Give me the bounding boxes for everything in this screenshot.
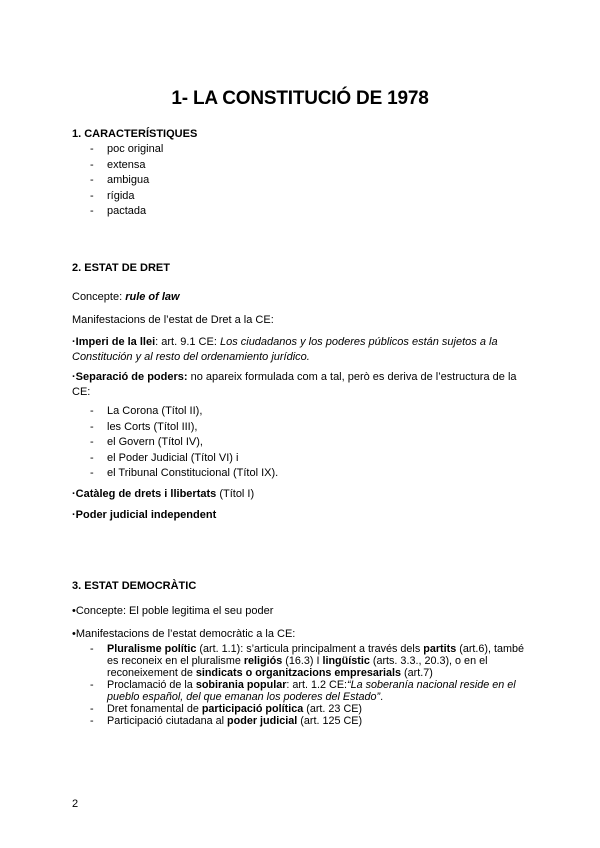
text-fragment: (art. 125 CE): [297, 715, 363, 727]
imperi-quote-2: Constitución y al resto del ordenamiento jurídico.: [72, 351, 310, 363]
text-fragment: : art. 1.2 CE:: [286, 679, 348, 691]
list-item: - rígida: [90, 189, 163, 205]
poder-judicial-line: ·Poder judicial independent: [72, 509, 217, 521]
cataleg-line: [72, 487, 254, 502]
page-title: 1- LA CONSTITUCIÓ DE 1978: [171, 88, 429, 109]
text-fragment: .: [380, 691, 384, 703]
imperi-label: ·Imperi de la llei: [72, 336, 156, 348]
imperi-ref: : art. 9.1 CE:: [155, 336, 220, 348]
list-item: - La Corona (Títol II),: [90, 404, 278, 420]
separacio-label: ·Separació de poders:: [72, 371, 188, 383]
manifestations-intro: Manifestacions de l’estat de Dret a la CE:: [72, 314, 274, 326]
list-item: - el Poder Judicial (Títol VI) i: [90, 451, 278, 467]
text-fragment: Dret fonamental de: [107, 703, 202, 715]
list-item: - extensa: [90, 158, 163, 174]
section-heading-estat-de-dret: 2. ESTAT DE DRET: [72, 262, 170, 274]
quote-fragment: “La soberanía nacional reside en el pueblo español, del que emanan los poderes del Estado”: [107, 679, 516, 703]
text-fragment: Participació ciutadana al: [107, 715, 228, 727]
text-fragment: (art. 1.1): s’articula principalment a través dels: [196, 643, 424, 655]
concept-line: [72, 290, 180, 305]
list-item: - el Govern (Títol IV),: [90, 435, 278, 451]
characteristics-list: [90, 142, 163, 220]
separacio-text-1: no apareix formulada com a tal, però es deriva de l’estructura de la: [187, 371, 517, 383]
bold-fragment: religiós: [243, 655, 283, 667]
list-item: - les Corts (Títol III),: [90, 420, 278, 436]
bold-fragment: sindicats o organitzacions empresarials: [195, 667, 402, 679]
imperi-quote-1: Los ciudadanos y los poderes públicos están sujetos a la: [219, 336, 498, 348]
concept-value: rule of law: [125, 291, 180, 303]
democratic-manifestations-intro: •Manifestacions de l’estat democràtic a la CE:: [72, 628, 296, 640]
text-fragment: (art.7): [401, 667, 433, 679]
section-heading-caracteristiques: 1. CARACTERÍSTIQUES: [72, 128, 198, 140]
list-item: - el Tribunal Constitucional (Títol IX).: [90, 466, 278, 482]
bold-fragment: sobirania popular: [195, 679, 287, 691]
cataleg-label: ·Catàleg de drets i llibertats: [72, 488, 217, 500]
list-item: [90, 703, 530, 715]
list-item: [90, 679, 530, 703]
democratic-list: [90, 643, 530, 727]
bold-fragment: lingüístic: [322, 655, 370, 667]
page-number: 2: [72, 798, 79, 810]
concept-label: Concepte:: [72, 291, 126, 303]
separacio-text-2: CE:: [72, 386, 91, 398]
list-item: - pactada: [90, 204, 163, 220]
democratic-concept: •Concepte: El poble legitima el seu poder: [72, 605, 274, 617]
bold-fragment: participació política: [201, 703, 304, 715]
bold-fragment: partits: [423, 643, 457, 655]
text-fragment: (16.3) I: [282, 655, 323, 667]
list-item: - poc original: [90, 142, 163, 158]
pluralisme-label: Pluralisme polític: [107, 643, 197, 655]
bold-fragment: poder judicial: [227, 715, 298, 727]
text-fragment: (art. 23 CE): [303, 703, 363, 715]
list-item: - ambigua: [90, 173, 163, 189]
list-item: [90, 715, 530, 727]
separacio-paragraph: [72, 370, 542, 400]
text-fragment: (art.6), també es reconeix en el pluralisme: [107, 643, 525, 667]
text-fragment: (arts. 3.3., 20.3), o en el reconeixement de: [107, 655, 488, 679]
section-heading-estat-democratic: 3. ESTAT DEMOCRÀTIC: [72, 580, 197, 592]
imperi-paragraph: [72, 335, 532, 365]
cataleg-ref: (Títol I): [216, 488, 255, 500]
text-fragment: Proclamació de la: [107, 679, 196, 691]
powers-list: [90, 404, 278, 482]
list-item: [90, 643, 530, 679]
